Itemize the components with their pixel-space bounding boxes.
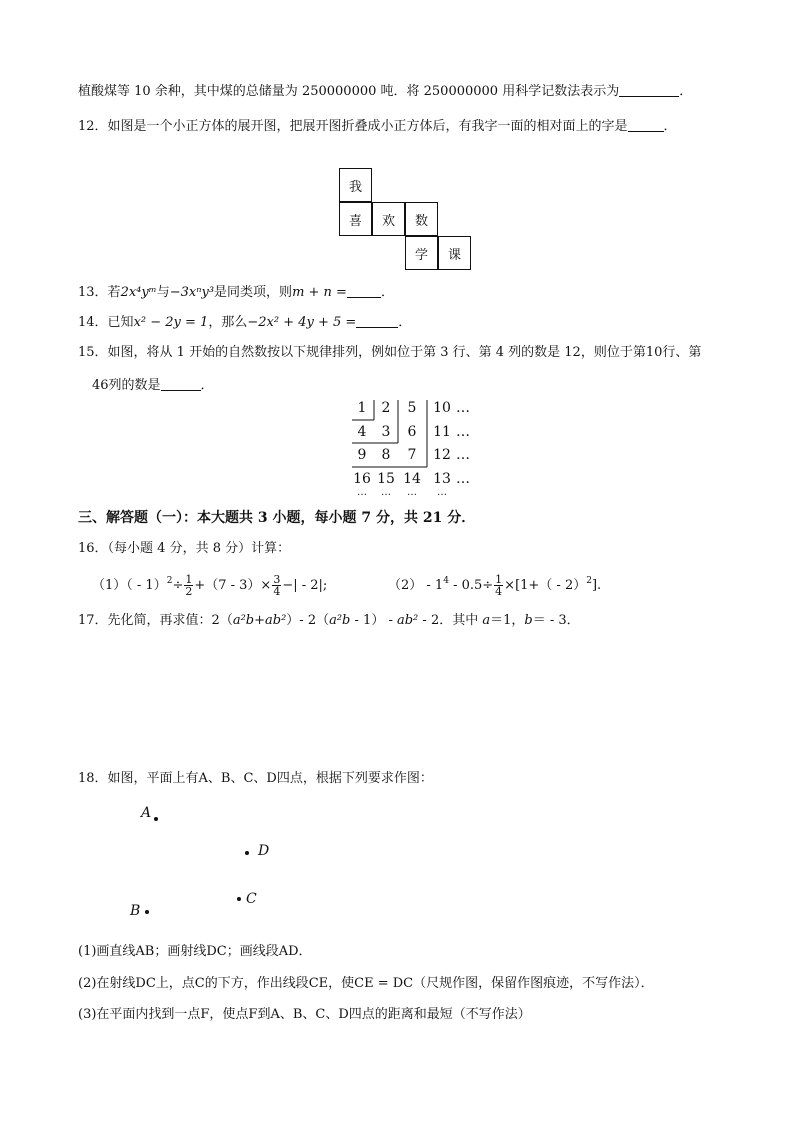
grid-number: 8 [381, 447, 391, 463]
section-3-heading: 三、解答题（一）：本大题共 3 小题，每小题 7 分，共 21 分． [78, 510, 476, 526]
grid-number: 10 [433, 400, 451, 416]
grid-number: 2 [381, 400, 391, 416]
net-cell: 课 [438, 236, 471, 270]
net-cell: 学 [405, 236, 438, 270]
point-label-c: C [246, 891, 257, 907]
answer-blank-11[interactable] [619, 82, 679, 97]
grid-number: 16 [353, 471, 371, 487]
grid-ellipsis: … [437, 487, 447, 498]
grid-ellipsis: … [456, 400, 470, 416]
grid-number: 3 [381, 424, 391, 440]
answer-blank-12[interactable] [628, 117, 664, 132]
net-cell: 我 [339, 168, 372, 202]
grid-number: 11 [433, 424, 451, 440]
net-cell: 欢 [372, 202, 405, 236]
grid-ellipsis: … [381, 487, 391, 498]
point-label-a: A [141, 805, 152, 821]
q11-tail: 植酸煤等 10 余种，其中煤的总储量为 250000000 吨．将 250000000 用科学记数法表示为 ． [78, 84, 693, 99]
grid-number: 4 [357, 424, 367, 440]
q15-line2: 46列的数是 ． [92, 378, 214, 393]
grid-number: 5 [407, 400, 417, 416]
number-grid-figure [350, 398, 475, 502]
point-label-b: B [130, 903, 141, 919]
grid-number: 9 [357, 447, 367, 463]
q16-part1: （1）（ - 1）$^2$÷ $\frac{1}{2}$ +（7 - 3）× $\frac{3}{4}$ −| - 2|; [92, 573, 328, 598]
grid-ellipsis: … [456, 471, 470, 487]
net-cell: 数 [405, 202, 438, 236]
grid-ellipsis: … [456, 447, 470, 463]
point-label-d: D [258, 843, 270, 859]
point-b [145, 910, 149, 914]
q15-line1: 15．如图，将从 1 开始的自然数按以下规律排列，例如位于第 3 行、第 4 列的数是 12，则位于第10行、第 [78, 345, 702, 360]
grid-number: 13 [433, 471, 451, 487]
q12-text: 12．如图是一个小正方体的展开图，把展开图折叠成小正方体后，有我字一面的相对面上的字是 ． [78, 119, 677, 134]
point-a [154, 817, 158, 821]
point-c [237, 897, 241, 901]
q17-text: 17．先化简，再求值：2（a²b+ab²）- 2（a²b - 1） - ab² - 2．其中 a＝1，b＝ - 3． [78, 613, 580, 628]
fraction-half: $\frac{1}{2}$ [185, 573, 193, 598]
answer-blank-13[interactable] [347, 283, 381, 298]
answer-blank-15[interactable] [161, 376, 201, 391]
point-d [245, 851, 249, 855]
answer-blank-14[interactable] [356, 313, 398, 328]
grid-ellipsis: … [407, 487, 417, 498]
grid-number: 12 [433, 447, 451, 463]
q18-step3: (3)在平面内找到一点F，使点F到A、B、C、D四点的距离和最短（不写作法） [78, 1007, 531, 1022]
q18-step2: (2)在射线DC上，点C的下方，作出线段CE，使CE = DC（尺规作图，保留作图痕迹，不写作法）． [78, 976, 654, 991]
q16-heading: 16．（每小题 4 分，共 8 分）计算： [78, 541, 291, 556]
grid-number: 15 [377, 471, 395, 487]
fraction-quarter: $\frac{1}{4}$ [495, 573, 503, 598]
q14-text: 14．已知x² − 2y = 1，那么−2x² + 4y + 5 = ． [78, 315, 412, 330]
q18-heading: 18．如图，平面上有A、B、C、D四点，根据下列要求作图： [78, 771, 433, 786]
grid-ellipsis: … [357, 487, 367, 498]
grid-ellipsis: … [456, 424, 470, 440]
q13-text: 13．若2x⁴yᵐ与−3xⁿy³是同类项，则m + n = ． [78, 285, 394, 300]
grid-number: 6 [407, 424, 417, 440]
grid-number: 14 [403, 471, 421, 487]
fraction-three-quarters: $\frac{3}{4}$ [273, 573, 281, 598]
q16-part2: $(2) - 1^4 - 0.5\div$ $\frac{1}{4}$ ×[1+（ - 2）$^2$]. [388, 573, 602, 598]
q18-step1: (1)画直线AB；画射线DC；画线段AD． [78, 944, 312, 959]
net-cell: 喜 [339, 202, 372, 236]
grid-number: 1 [357, 400, 367, 416]
cube-net-figure [339, 168, 471, 270]
grid-number: 7 [407, 447, 417, 463]
